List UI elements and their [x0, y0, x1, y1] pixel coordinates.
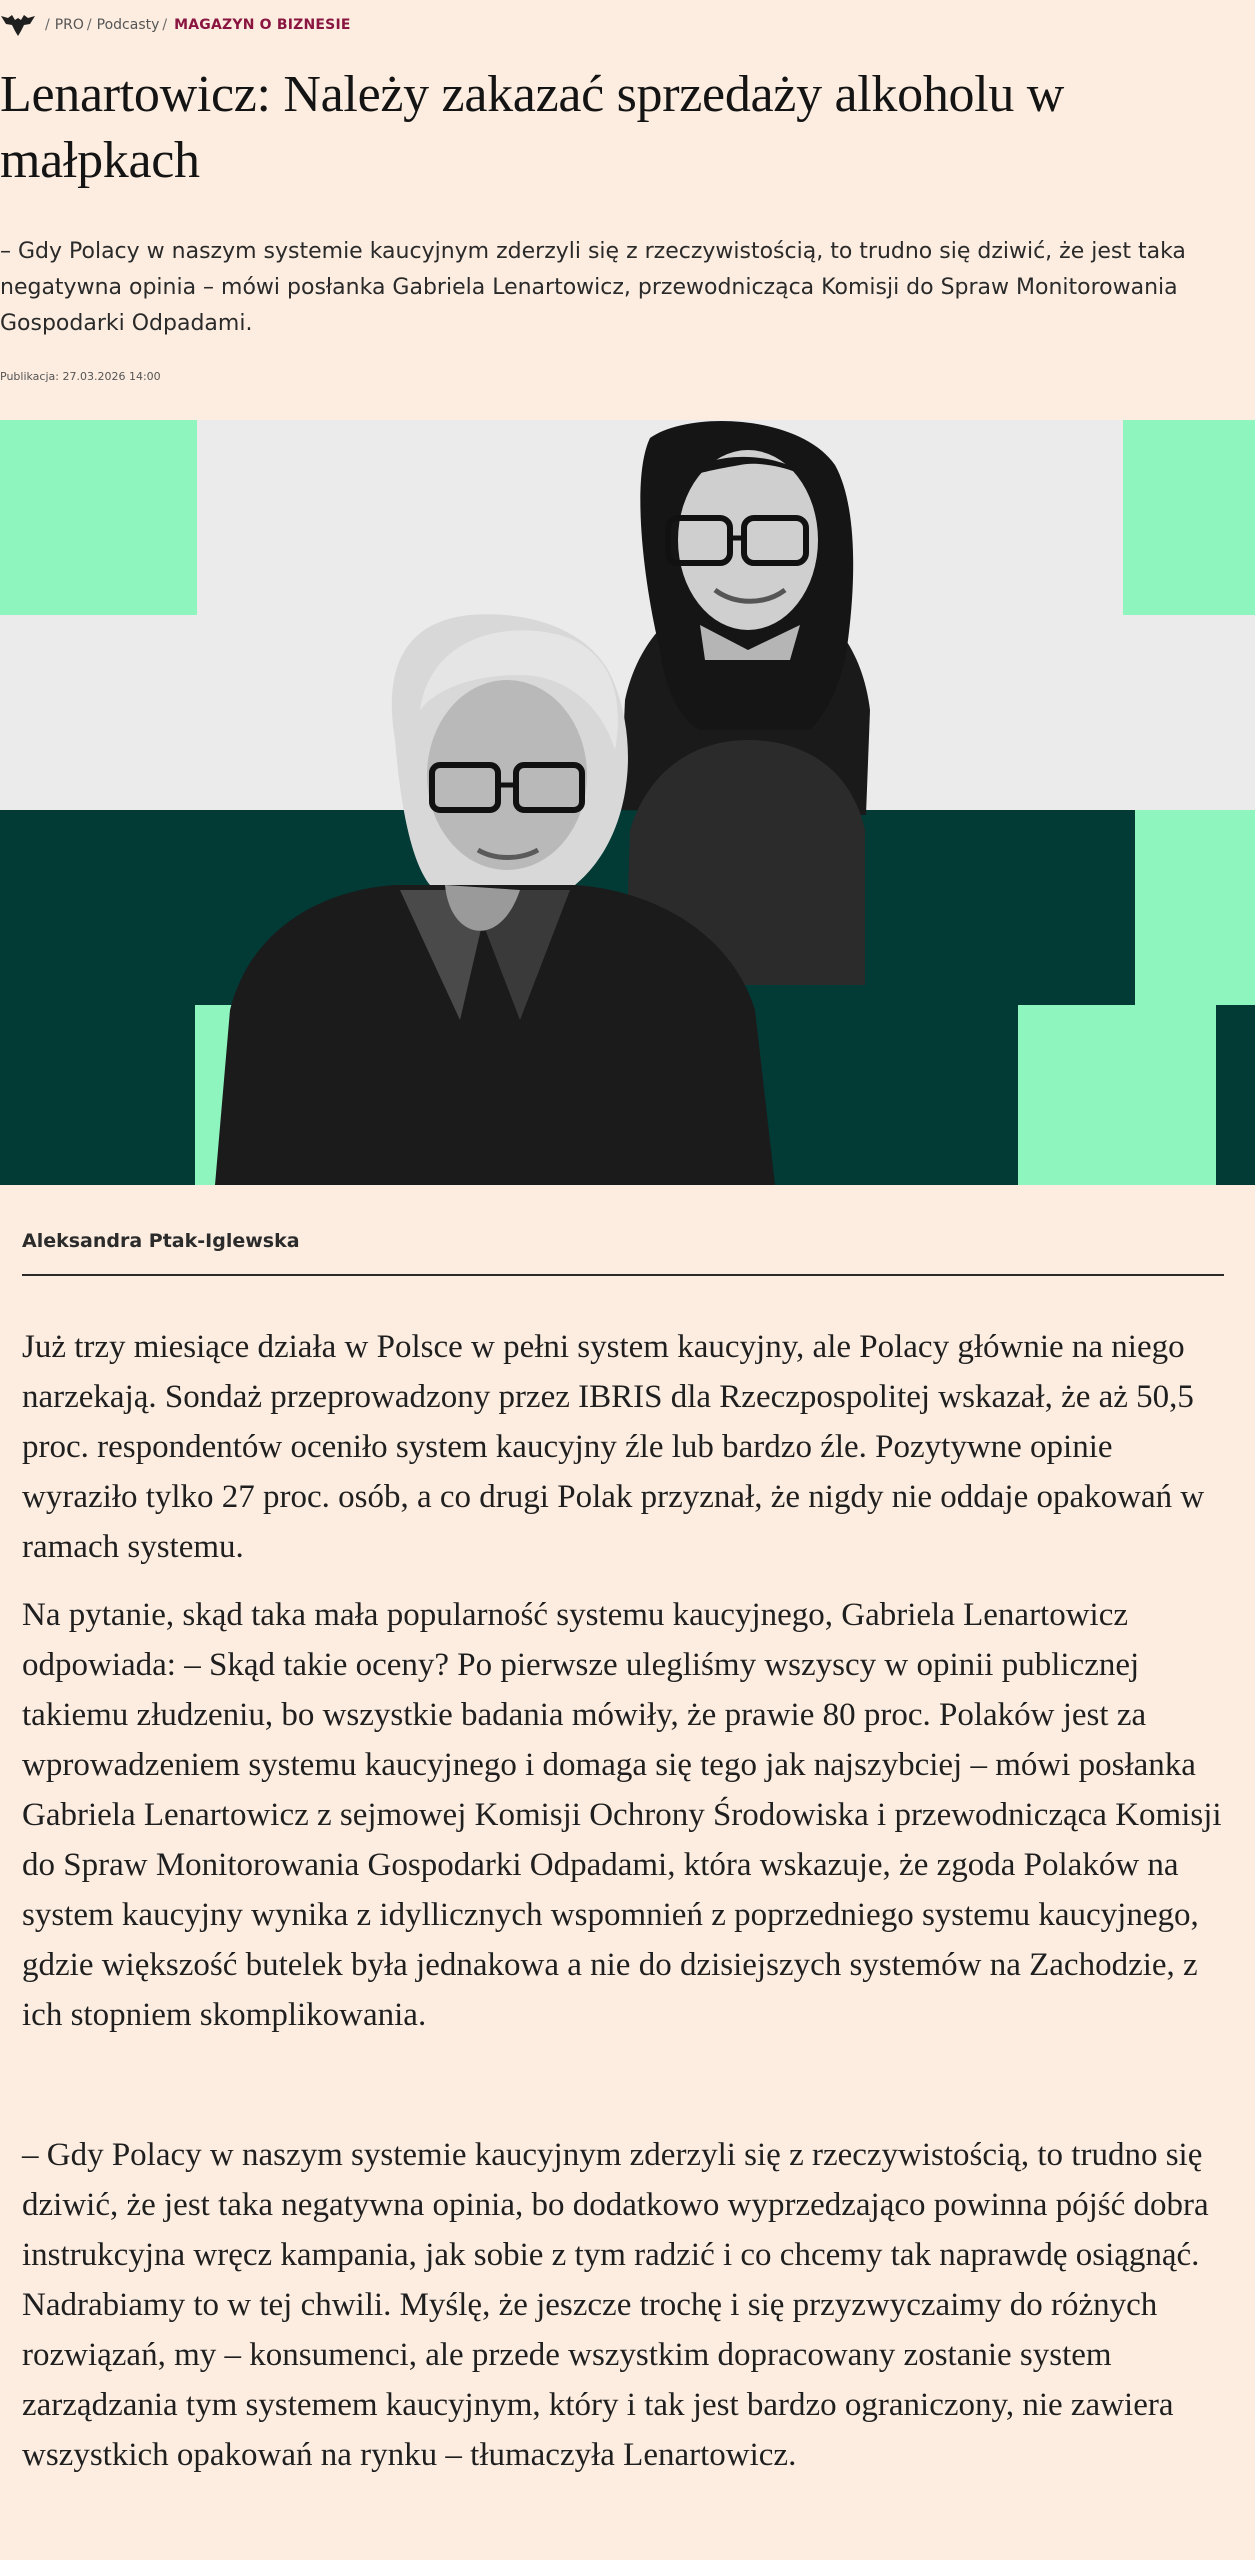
- article-paragraph: Na pytanie, skąd taka mała popularność systemu kaucyjnego, Gabriela Lenartowicz odpowiada: – Skąd takie oceny? Po pierwsze ulegliśmy wszyscy w opinii publicznej takiemu złudzeniu, bo wszystkie badania mówiły, że prawie 80 proc. Polaków jest za wprowadzeniem systemu kaucyjnego i domaga się tego jak najszybciej – mówi posłanka Gabriela Lenartowicz z sejmowej Komisji Ochrony Środowiska i przewodnicząca Komisji do Spraw Monitorowania Gospodarki Odpadami, która wskazuje, że zgoda Polaków na system kaucyjny wynika z idyllicznych wspomnień z poprzedniego systemu kaucyjnego, gdzie większość butelek była jednakowa a nie do dzisiejszych systemów na Zachodzie, z ich stopniem skomplikowania.: [22, 1597, 1222, 2033]
- author-divider: [22, 1274, 1224, 1276]
- hero-mint-block-bottom-right: [1018, 1005, 1216, 1185]
- hero-mint-block-top-left: [0, 420, 197, 615]
- article-paragraph: Już trzy miesiące działa w Polsce w pełni system kaucyjny, ale Polacy głównie na niego narzekają. Sondaż przeprowadzony przez IBRIS dla Rzeczpospolitej wskazał, że aż 50,5 proc. respondentów oceniło system kaucyjny źle lub bardzo źle. Pozytywne opinie wyraziło tylko 27 proc. osób, a co drugi Polak przyznał, że nigdy nie oddaje opakowań w ramach systemu.: [22, 1329, 1205, 1565]
- breadcrumb-separator: /: [45, 17, 50, 33]
- breadcrumb: [0, 12, 351, 38]
- publication-date: Publikacja: 27.03.2026 14:00: [0, 370, 161, 383]
- article-paragraph: – Gdy Polacy w naszym systemie kaucyjnym zderzyli się z rzeczywistością, to trudno się dziwić, że jest taka negatywna opinia, bo dodatkowo wyprzedzająco powinna pójść dobra instrukcyjna wręcz kampania, jak sobie z tym radzić i co chcemy tak naprawdę osiągnąć. Nadrabiamy to w tej chwili. Myślę, że jeszcze trochę i się przyzwyczaimy do różnych rozwiązań, my – konsumenci, ale przede wszystkim dopracowany zostanie system zarządzania tym systemem kaucyjnym, który i tak jest bardzo ograniczony, nie zawiera wszystkich opakowań na rynku – tłumaczyła Lenartowicz.: [22, 2137, 1209, 2473]
- hero-mint-block-top-right: [1123, 420, 1255, 615]
- breadcrumb-separator: /: [86, 17, 92, 33]
- breadcrumb-item-pro[interactable]: PRO: [54, 17, 84, 33]
- hero-dark-corner: [1216, 1005, 1255, 1185]
- article-title: Lenartowicz: Należy zakazać sprzedaży alkoholu w małpkach: [0, 66, 1065, 189]
- breadcrumb-separator: /: [162, 17, 168, 33]
- article-lead: – Gdy Polacy w naszym systemie kaucyjnym zderzyli się z rzeczywistością, to trudno się dziwić, że jest taka negatywna opinia – mówi posłanka Gabriela Lenartowicz, przewodnicząca Komisji do Spraw Monitorowania Gospodarki Odpadami.: [0, 239, 1186, 336]
- breadcrumb-item-podcasty[interactable]: Podcasty: [96, 17, 160, 33]
- eagle-logo-icon[interactable]: [0, 12, 36, 38]
- person-portrait-right: [620, 421, 870, 985]
- hero-image: [0, 420, 1255, 1185]
- article-author[interactable]: Aleksandra Ptak-Iglewska: [22, 1230, 300, 1252]
- breadcrumb-item-magazyn-o-biznesie[interactable]: MAGAZYN O BIZNESIE: [174, 17, 351, 33]
